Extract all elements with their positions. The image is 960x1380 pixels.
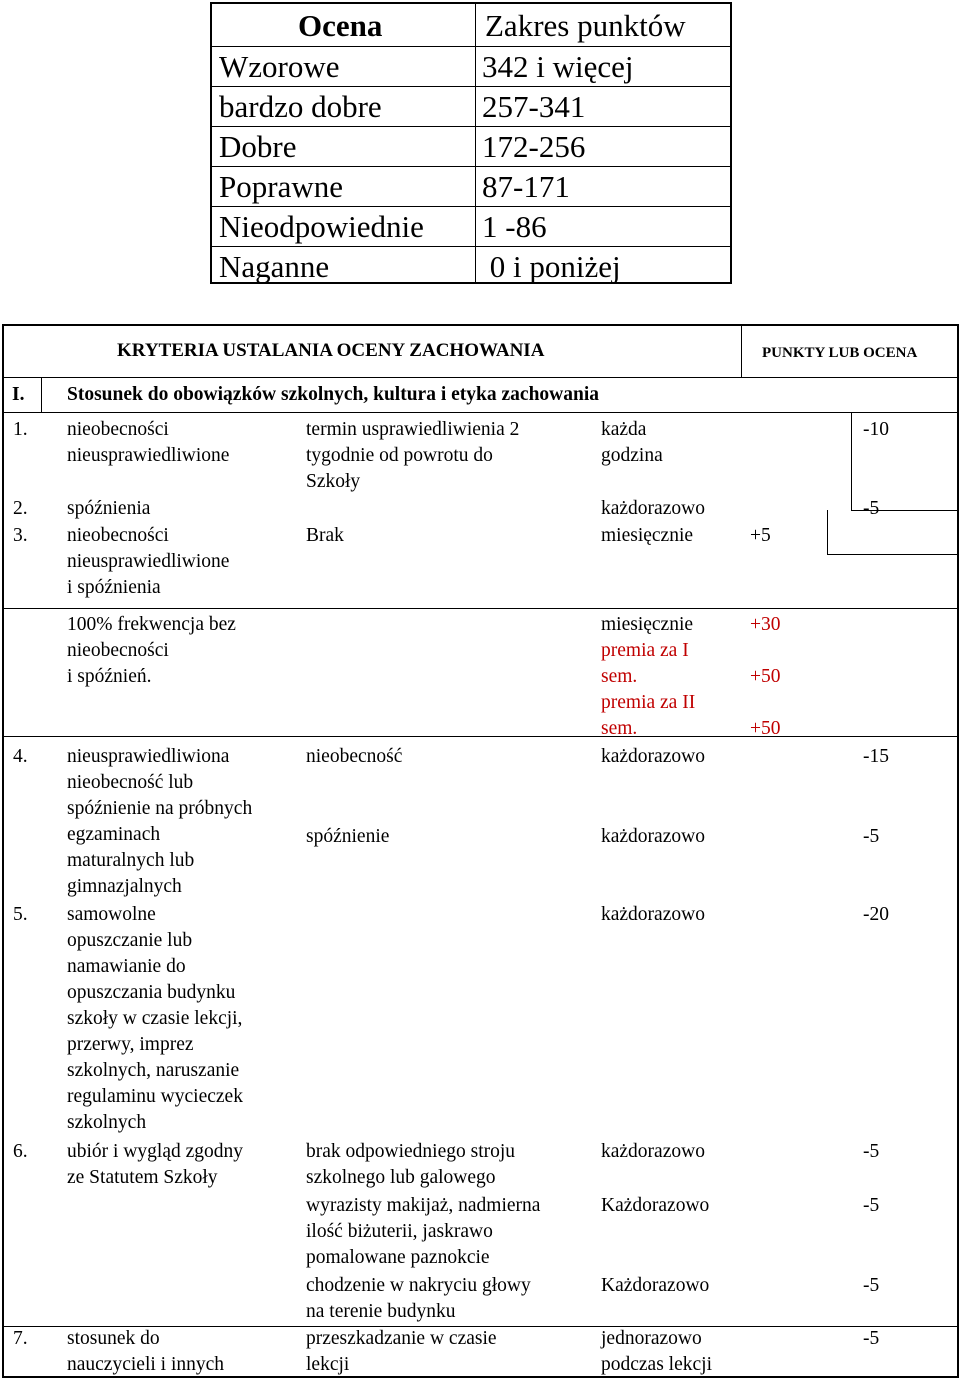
item-name: szkoły w czasie lekcji, [67, 1008, 243, 1029]
column-divider [741, 326, 742, 377]
grade-row [212, 166, 730, 207]
grade-name: Nieodpowiednie [219, 209, 424, 244]
item-points: -5 [863, 1141, 880, 1162]
item-name: szkolnych, naruszanie [67, 1060, 240, 1081]
item-points: -20 [863, 904, 889, 925]
item-name: nieusprawiedliwiona [67, 746, 230, 767]
grade-header: Ocena [298, 8, 383, 43]
item-name: i spóźnień. [67, 666, 152, 687]
item-name: samowolne [67, 904, 156, 925]
item-name: spóźnienie na próbnych [67, 798, 253, 819]
item-detail: lekcji [306, 1354, 350, 1375]
item-name: nieobecności [67, 419, 169, 440]
item-detail: tygodnie od powrotu do [306, 445, 493, 466]
item-detail: nieobecność [306, 746, 403, 767]
item-frequency: każdorazowo [601, 746, 705, 767]
item-name: namawianie do [67, 956, 186, 977]
item-detail: ilość biżuterii, jaskrawo [306, 1221, 493, 1242]
item-detail: termin usprawiedliwienia 2 [306, 419, 520, 440]
item-name: nieobecności [67, 525, 169, 546]
bonus-label: sem. [601, 666, 638, 687]
bonus-label: premia za II [601, 692, 696, 713]
item-name: przerwy, imprez [67, 1034, 194, 1055]
item-frequency: każdorazowo [601, 904, 705, 925]
row-divider [4, 736, 957, 737]
item-detail: Brak [306, 525, 344, 546]
item-name: nauczycieli i innych [67, 1354, 225, 1375]
item-detail: brak odpowiedniego stroju [306, 1141, 516, 1162]
grade-range: 172-256 [482, 129, 586, 164]
grade-name: Wzorowe [219, 49, 340, 84]
item-name: ubiór i wygląd zgodny [67, 1141, 244, 1162]
item-name: maturalnych lub [67, 850, 195, 871]
range-header: Zakres punktów [485, 8, 686, 43]
criteria-title: KRYTERIA USTALANIA OCENY ZACHOWANIA [117, 340, 545, 361]
bonus-label: sem. [601, 718, 638, 739]
item-name: regulaminu wycieczek [67, 1086, 243, 1107]
grade-row [212, 46, 730, 87]
bonus-points: +50 [750, 718, 781, 739]
item-points: +5 [750, 525, 771, 546]
grade-range: 87-171 [482, 169, 570, 204]
item-frequency: miesięcznie [601, 525, 694, 546]
item-name: gimnazjalnych [67, 876, 182, 897]
grade-row [212, 246, 730, 287]
item-points: -5 [863, 1328, 880, 1349]
item-name: i spóźnienia [67, 577, 161, 598]
item-number: 4. [13, 746, 28, 767]
item-number: 2. [13, 498, 28, 519]
grade-row [212, 126, 730, 167]
item-detail: spóźnienie [306, 826, 390, 847]
item-detail: chodzenie w nakryciu głowy [306, 1275, 531, 1296]
item-detail: Szkoły [306, 471, 361, 492]
grade-name: Poprawne [219, 169, 343, 204]
item-points: -15 [863, 746, 889, 767]
grade-name: Dobre [219, 129, 297, 164]
grade-range: 342 i więcej [482, 49, 634, 84]
item-name: nieobecność lub [67, 772, 194, 793]
row-divider [4, 377, 957, 378]
item-name: nieusprawiedliwione [67, 551, 230, 572]
item-frequency: każdorazowo [601, 1141, 705, 1162]
row-divider [827, 554, 957, 555]
item-frequency: Każdorazowo [601, 1275, 710, 1296]
item-frequency: miesięcznie [601, 614, 694, 635]
item-number: 6. [13, 1141, 28, 1162]
item-number: 3. [13, 525, 28, 546]
item-detail: szkolnego lub galowego [306, 1167, 496, 1188]
item-frequency: każdorazowo [601, 826, 705, 847]
item-frequency: każdorazowo [601, 498, 705, 519]
bonus-label: premia za I [601, 640, 689, 661]
item-detail: na terenie budynku [306, 1301, 456, 1322]
grade-range: 1 -86 [482, 209, 547, 244]
grade-row [212, 206, 730, 247]
points-header: PUNKTY LUB OCENA [762, 345, 918, 361]
item-points: -5 [863, 826, 880, 847]
criteria-table [2, 324, 959, 1378]
row-divider [4, 412, 957, 413]
column-divider [851, 412, 852, 510]
item-number: 5. [13, 904, 28, 925]
item-detail: wyrazisty makijaż, nadmierna [306, 1195, 541, 1216]
grade-range: 0 i poniżej [482, 249, 621, 284]
item-frequency: jednorazowo [601, 1328, 702, 1349]
item-name: 100% frekwencja bez [67, 614, 236, 635]
grade-row [212, 86, 730, 127]
item-points: -5 [863, 498, 880, 519]
item-frequency: Każdorazowo [601, 1195, 710, 1216]
grades-table [210, 2, 732, 284]
item-frequency: godzina [601, 445, 663, 466]
grades-header-row [212, 6, 730, 46]
item-number: 7. [13, 1328, 28, 1349]
item-name: szkolnych [67, 1112, 147, 1133]
grade-name: Naganne [219, 249, 330, 284]
item-points: -10 [863, 419, 889, 440]
grade-name: bardzo dobre [219, 89, 382, 124]
item-detail: pomalowane paznokcie [306, 1247, 490, 1268]
item-name: egzaminach [67, 824, 161, 845]
item-frequency: podczas lekcji [601, 1354, 712, 1375]
item-name: opuszczania budynku [67, 982, 236, 1003]
grade-range: 257-341 [482, 89, 586, 124]
item-points: -5 [863, 1195, 880, 1216]
column-divider [41, 377, 42, 412]
bonus-points: +30 [750, 614, 781, 635]
item-name: ze Statutem Szkoły [67, 1167, 218, 1188]
item-name: nieobecności [67, 640, 169, 661]
column-divider [827, 510, 828, 554]
item-name: spóźnienia [67, 498, 151, 519]
item-points: -5 [863, 1275, 880, 1296]
item-detail: przeszkadzanie w czasie [306, 1328, 497, 1349]
item-number: 1. [13, 419, 28, 440]
section-title: Stosunek do obowiązków szkolnych, kultura i etyka zachowania [67, 384, 600, 405]
item-name: nieusprawiedliwione [67, 445, 230, 466]
item-name: stosunek do [67, 1328, 160, 1349]
row-divider [4, 608, 957, 609]
item-frequency: każda [601, 419, 647, 440]
item-name: opuszczanie lub [67, 930, 193, 951]
section-number: I. [12, 384, 25, 405]
bonus-points: +50 [750, 666, 781, 687]
